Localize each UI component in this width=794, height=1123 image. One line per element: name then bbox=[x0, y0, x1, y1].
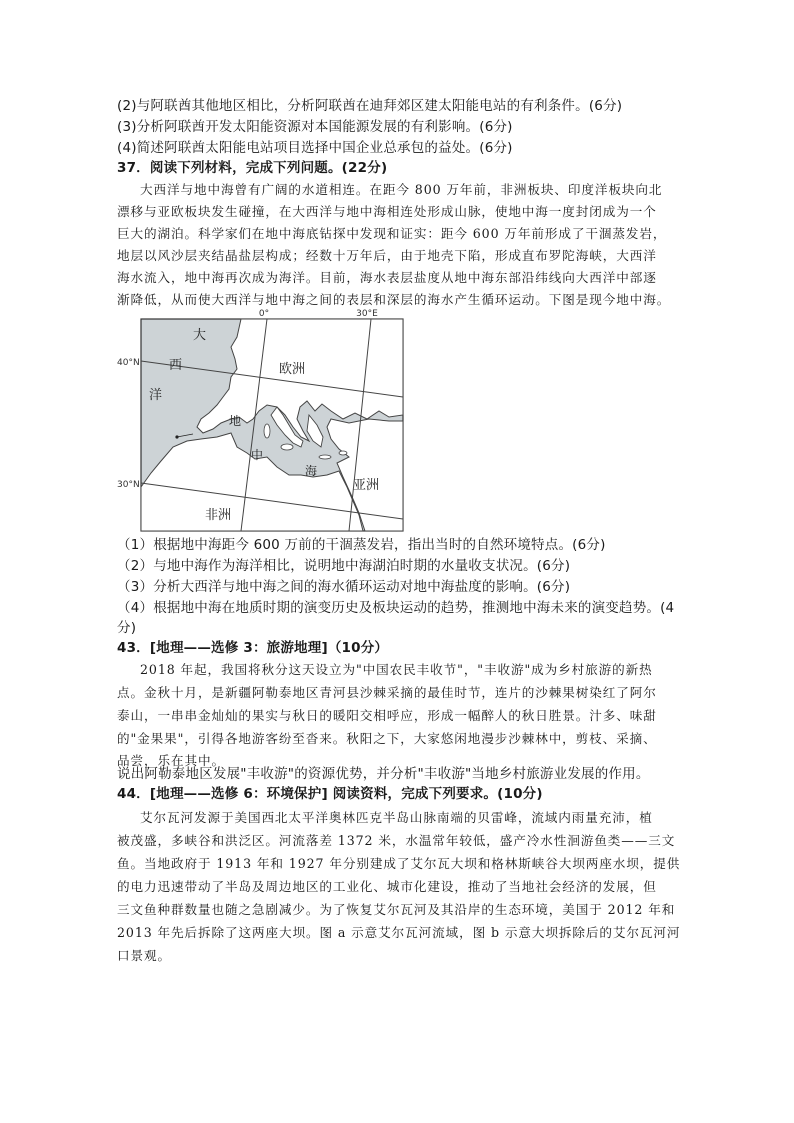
q37-material-line: 地层以风沙层夹结晶盐层构成；经数十万年后，由于地壳下陷，形成直布罗陀海峡，大西洋 bbox=[117, 248, 657, 263]
q36-sub2: (2)与阿联酋其他地区相比，分析阿联酋在迪拜郊区建太阳能电站的有利条件。(6分) bbox=[117, 98, 623, 114]
sicily-island bbox=[281, 444, 293, 450]
q44-material-line: 2013 年先后拆除了这两座大坝。图 a 示意艾尔瓦河流域，图 b 示意大坝拆除后的艾尔瓦河河 bbox=[117, 925, 681, 940]
map-lon-label: 30°E bbox=[356, 309, 378, 319]
q43-material-line: 品尝，乐在其中。 bbox=[117, 753, 225, 768]
q37-header: 37．阅读下列材料，完成下列问题。(22分) bbox=[117, 160, 388, 176]
q43-material-line: 泰山，一串串金灿灿的果实与秋日的暖阳交相呼应，形成一幅醉人的秋日胜景。汁多、味甜 bbox=[117, 708, 657, 723]
map-label-asia: 亚洲 bbox=[353, 478, 380, 493]
map-lat-label: 40°N bbox=[117, 358, 140, 368]
q37-sub2: （2）与地中海作为海洋相比，说明地中海湖泊时期的水量收支状况。(6分) bbox=[117, 558, 571, 574]
q43-material-line: 点。金秋十月，是新疆阿勒泰地区青河县沙棘采摘的最佳时节，连片的沙棘果树染红了阿尔 bbox=[117, 685, 657, 700]
map-label-mediterranean: 中 bbox=[251, 448, 264, 462]
q36-sub4: (4)简述阿联酋太阳能电站项目选择中国企业总承包的益处。(6分) bbox=[117, 140, 513, 156]
q44-material-line: 被茂盛，多峡谷和洪泛区。河流落差 1372 米，水温常年较低，盛产冷水性洄游鱼类——三文 bbox=[117, 833, 676, 848]
map-label-africa: 非洲 bbox=[205, 508, 232, 523]
q44-material-line: 三文鱼种群数量也随之急剧减少。为了恢复艾尔瓦河及其沿岸的生态环境，美国于 2012 年和 bbox=[117, 902, 676, 917]
cyprus-island bbox=[339, 451, 347, 455]
q44-material-line: 鱼。当地政府于 1913 年和 1927 年分别建成了艾尔瓦大坝和格林斯峡谷大坝两座水坝，提供 bbox=[117, 856, 681, 871]
q37-sub1: （1）根据地中海距今 600 万前的干涸蒸发岩，指出当时的自然环境特点。(6分) bbox=[117, 537, 606, 553]
q43-material-line: 的"金果果"，引得各地游客纷至沓来。秋阳之下，大家悠闲地漫步沙棘林中，剪枝、采摘、 bbox=[117, 731, 657, 746]
q44-header: 44．[地理——选修 6：环境保护] 阅读资料，完成下列要求。(10分) bbox=[117, 786, 543, 802]
mediterranean-map bbox=[117, 307, 405, 533]
map-lon-label: 0° bbox=[258, 309, 270, 319]
q37-material-line: 漂移与亚欧板块发生碰撞，在大西洋与地中海相连处形成山脉，使地中海一度封闭成为一个 bbox=[117, 204, 657, 219]
q43-material-line: 2018 年起，我国将秋分这天设立为"中国农民丰收节"，"丰收游"成为乡村旅游的新热 bbox=[140, 662, 653, 677]
q37-material-line: 海水流入，地中海再次成为海洋。目前，海水表层盐度从地中海东部沿纬线向大西洋中部逐 bbox=[117, 270, 657, 285]
map-label-mediterranean: 海 bbox=[305, 464, 318, 478]
map-label-atlantic: 洋 bbox=[149, 388, 163, 403]
sardinia-island bbox=[264, 424, 270, 438]
q43-header: 43．[地理——选修 3：旅游地理]（10分） bbox=[117, 640, 389, 656]
q44-material-line: 口景观。 bbox=[117, 948, 171, 963]
q44-material-line: 的电力迅速带动了半岛及周边地区的工业化、城市化建设，推动了当地社会经济的发展，但 bbox=[117, 879, 657, 894]
map-label-europe: 欧洲 bbox=[279, 362, 306, 377]
map-label-atlantic: 大 bbox=[193, 328, 207, 343]
mediterranean-map-svg bbox=[117, 307, 405, 533]
q44-material-line: 艾尔瓦河发源于美国西北太平洋奥林匹克半岛山脉南端的贝雷峰，流域内雨量充沛，植 bbox=[140, 810, 653, 825]
map-label-mediterranean: 地 bbox=[229, 414, 242, 428]
crete-island bbox=[319, 455, 331, 459]
q36-sub3: (3)分析阿联酋开发太阳能资源对本国能源发展的有利影响。(6分) bbox=[117, 119, 513, 135]
q37-sub4-cont: 分) bbox=[117, 620, 137, 636]
map-label-atlantic: 西 bbox=[169, 358, 183, 373]
q37-material-line: 渐降低，从而使大西洋与地中海之间的表层和深层的海水产生循环运动。下图是现今地中海。 bbox=[117, 292, 671, 307]
map-lat-label: 30°N bbox=[117, 480, 140, 490]
q37-sub4: （4）根据地中海在地质时期的演变历史及板块运动的趋势，推测地中海未来的演变趋势。(4 bbox=[117, 600, 675, 616]
q37-material-line: 大西洋与地中海曾有广阔的水道相连。在距今 800 万年前，非洲板块、印度洋板块向北 bbox=[140, 182, 663, 197]
q43-question: 说出阿勒泰地区发展"丰收游"的资源优势，并分析"丰收游"当地乡村旅游业发展的作用。 bbox=[117, 766, 650, 782]
q37-sub3: （3）分析大西洋与地中海之间的海水循环运动对地中海盐度的影响。(6分) bbox=[117, 579, 571, 595]
q37-material-line: 巨大的湖泊。科学家们在地中海底钻探中发现和证实：距今 600 万年前形成了干涸蒸发岩， bbox=[117, 226, 667, 241]
